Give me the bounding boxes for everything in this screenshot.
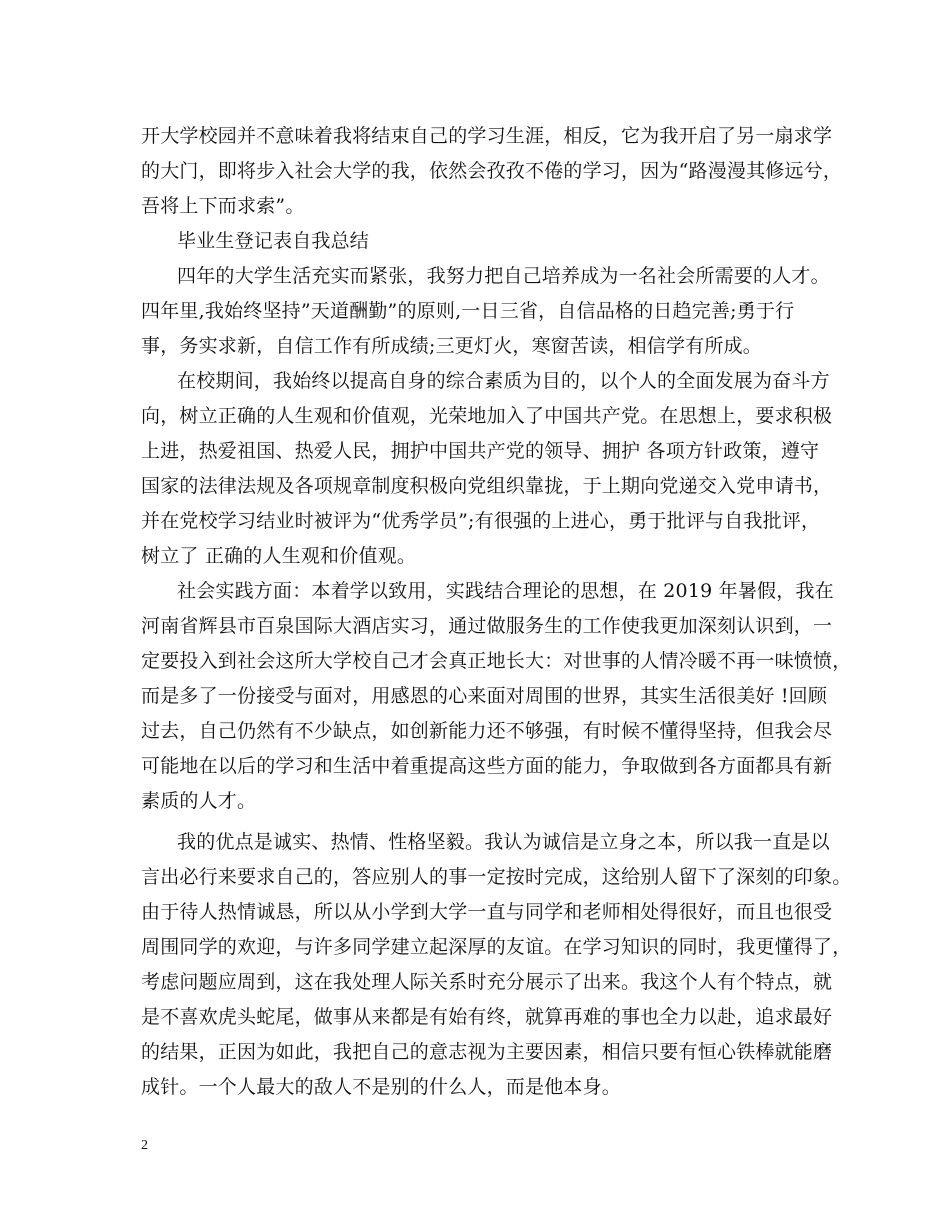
text-line: 而是多了一份接受与面对，用感恩的心来面对周围的世界，其实生活很美好 !回顾 xyxy=(141,685,828,707)
text-line: 我的优点是诚实、热情、性格坚毅。我认为诚信是立身之本，所以我一直是以 xyxy=(177,831,830,853)
text-line: 由于待人热情诚恳，所以从小学到大学一直与同学和老师相处得很好，而且也很受 xyxy=(141,901,833,923)
text-line: 考虑问题应周到，这在我处理人际关系时充分展示了出来。我这个人有个特点，就 xyxy=(141,971,833,993)
page-number: 2 xyxy=(141,1138,148,1153)
text-line: 开大学校园并不意味着我将结束自己的学习生涯，相反，它为我开启了另一扇求学 xyxy=(141,125,833,147)
text-line: 成针。一个人最大的敌人不是别的什么人，而是他本身。 xyxy=(141,1076,622,1098)
text-line: 定要投入到社会这所大学校自己才会真正地长大：对世事的人情冷暖不再一味愤愤， xyxy=(141,650,852,672)
text-line: 是不喜欢虎头蛇尾，做事从来都是有始有终，就算再难的事也全力以赴，追求最好 xyxy=(141,1006,833,1028)
text-line: 国家的法律法规及各项规章制度积极向党组织靠拢，于上期向党递交入党申请书， xyxy=(141,475,833,497)
text-line: 素质的人才。 xyxy=(141,790,257,812)
text-line: 的结果，正因为如此，我把自己的意志视为主要因素，相信只要有恒心铁棒就能磨 xyxy=(141,1041,833,1063)
text-line: 可能地在以后的学习和生活中着重提高这些方面的能力，争取做到各方面都具有新 xyxy=(141,755,833,777)
text-line: 并在党校学习结业时被评为“优秀学员”;有很强的上进心，勇于批评与自我批评， xyxy=(141,510,821,532)
text-line: 社会实践方面：本着学以致用，实践结合理论的思想，在 2019 年暑假，我在 xyxy=(177,580,834,602)
text-line: 四年的大学生活充实而紧张，我努力把自己培养成为一名社会所需要的人才。 xyxy=(177,265,830,287)
text-line: 上进，热爱祖国、热爱人民，拥护中国共产党的领导、拥护 各项方针政策，遵守 xyxy=(141,440,820,462)
text-line: 言出必行来要求自己的，答应别人的事一定按时完成，这给别人留下了深刻的印象。 xyxy=(141,866,852,888)
section-heading: 毕业生登记表自我总结 xyxy=(177,230,370,252)
text-line: 吾将上下而求索”。 xyxy=(141,195,305,217)
text-line: 四年里,我始终坚持”天道酬勤”的原则,一日三省，自信品格的日趋完善;勇于行 xyxy=(141,300,795,322)
text-line: 向，树立正确的人生观和价值观，光荣地加入了中国共产党。在思想上，要求积极 xyxy=(141,405,833,427)
text-line: 树立了 正确的人生观和价值观。 xyxy=(141,545,417,567)
text-line: 事，务实求新，自信工作有所成绩;三更灯火，寒窗苦读，相信学有所成。 xyxy=(141,335,763,357)
text-line: 在校期间，我始终以提高自身的综合素质为目的，以个人的全面发展为奋斗方 xyxy=(177,370,830,392)
text-line: 的大门，即将步入社会大学的我，依然会孜孜不倦的学习，因为“路漫漫其修远兮， xyxy=(141,160,843,182)
text-line: 河南省辉县市百泉国际大酒店实习，通过做服务生的工作使我更加深刻认识到，一 xyxy=(141,615,833,637)
text-line: 周围同学的欢迎，与许多同学建立起深厚的友谊。在学习知识的同时，我更懂得了， xyxy=(141,936,852,958)
text-line: 过去，自己仍然有不少缺点，如创新能力还不够强，有时候不懂得坚持，但我会尽 xyxy=(141,720,833,742)
